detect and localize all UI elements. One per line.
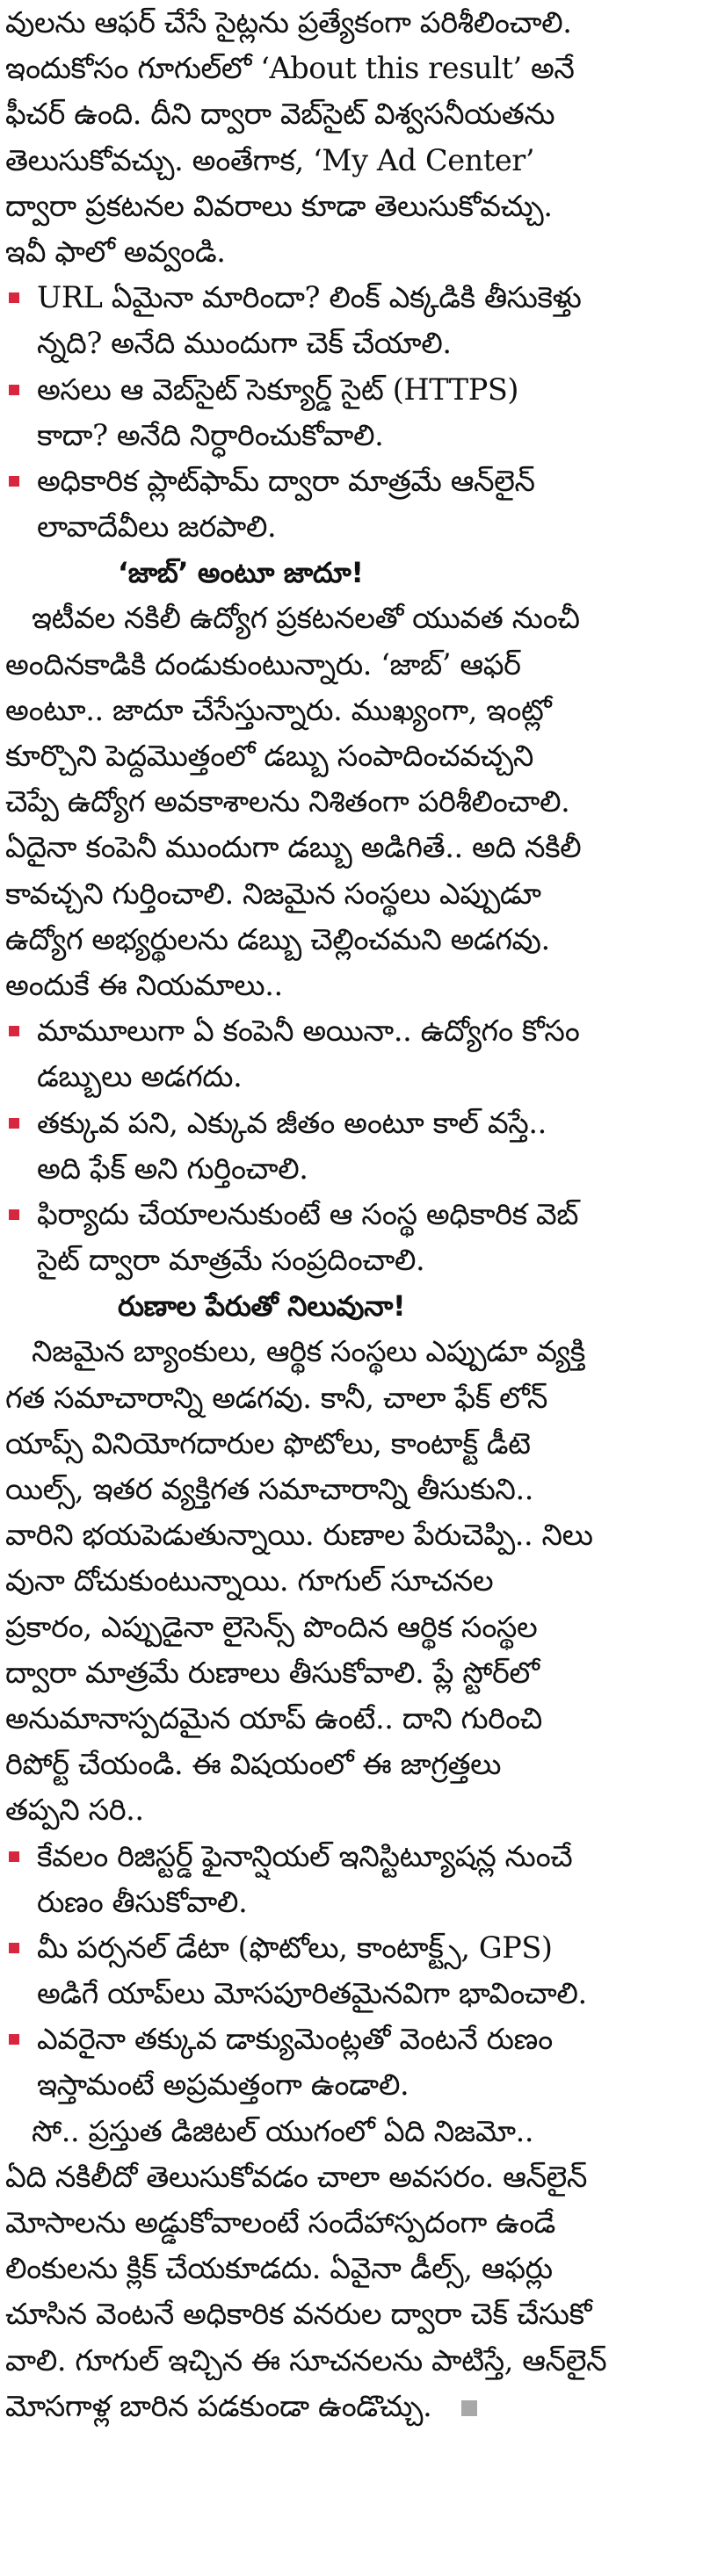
bullet-item (5, 1834, 694, 1925)
text-line (5, 138, 694, 184)
paragraph (5, 595, 694, 1008)
line-text: ఫీచర్‌ ఉంది. దీని ద్వారా వెబ్‌సైట్‌ విశ్వసనీయతను (5, 97, 555, 132)
paragraph (5, 1329, 694, 1833)
bullet-square-icon (9, 385, 19, 395)
line-text: మోసగాళ్ల బారిన పడకుండా ఉండొచ్చు. (5, 2388, 432, 2423)
section-heading: రుణాల పేరుతో నిలువునా! (118, 1289, 406, 1324)
bullet-text-line: న్నది? అనేది ముందుగా చెక్‌ చేయాలి. (37, 326, 452, 361)
text-line (5, 1375, 694, 1421)
line-text: వారిని భయపెడుతున్నాయి. రుణాల పేరుచెప్పి.. నిలు (5, 1518, 593, 1553)
line-text: వులను ఆఫర్‌ చేసే సైట్లను ప్రత్యేకంగా పరిశీలించాలి. (5, 5, 572, 40)
text-line (5, 595, 694, 641)
line-text: ఏదైనా కంపెనీ ముందుగా డబ్బు అడిగితే.. అది నకిలీ (5, 830, 582, 865)
bullet-item (5, 2017, 694, 2108)
bullet-square-icon (9, 1026, 19, 1036)
line-text: అంటూ.. జాదూ చేసేస్తున్నారు. ముఖ్యంగా, ఇంట్లో (5, 692, 552, 727)
line-text: రిపోర్ట్‌ చేయండి. ఈ విషయంలో ఈ జాగ్రత్తలు (5, 1747, 502, 1782)
bullet-item (5, 1100, 694, 1192)
text-line (5, 2246, 694, 2291)
bullet-square-icon (9, 476, 19, 487)
bullet-item (5, 367, 694, 458)
line-text: ప్రకారం, ఎప్పుడైనా లైసెన్స్‌ పొందిన ఆర్థిక సంస్థల (5, 1609, 538, 1644)
text-line (5, 2200, 694, 2246)
bullet-text-line: లావాదేవీలు జరపాలి. (37, 509, 277, 545)
bullet-square-icon (9, 1209, 19, 1220)
line-text: ఇవీ ఫాలో అవ్వండి. (5, 234, 226, 269)
line-text: చెప్పే ఉద్యోగ అవకాశాలను నిశితంగా పరిశీలించాలి. (5, 784, 570, 819)
bullet-text-line: అడిగే యాప్‌లు మోసపూరితమైనవిగా భావించాలి. (37, 1976, 587, 2011)
text-line (5, 1558, 694, 1604)
line-text: తప్పని సరి.. (5, 1793, 144, 1828)
text-line (5, 1696, 694, 1742)
text-line (5, 733, 694, 779)
article-body (5, 0, 694, 2429)
text-line (5, 917, 694, 963)
text-line (5, 2109, 694, 2154)
line-text: కావచ్చని గుర్తించాలి. నిజమైన సంస్థలు ఎప్పుడూ (5, 876, 541, 911)
text-line (5, 1742, 694, 1787)
line-text: వునా దోచుకుంటున్నాయి. గూగుల్‌ సూచనల (5, 1563, 494, 1598)
bullet-item (5, 275, 694, 366)
bullet-text-line: మీ పర్సనల్‌ డేటా (ఫొటోలు, కాంటాక్ట్స్‌, GPS) (37, 1930, 553, 1965)
line-text: ద్వారా ప్రకటనల వివరాలు కూడా తెలుసుకోవచ్చు. (5, 188, 553, 223)
bullet-text-line: అసలు ఆ వెబ్‌సైట్‌ సెక్యూర్డ్‌ సైట్‌ (HTTPS) (37, 372, 519, 407)
line-text: ఇటీవల నకిలీ ఉద్యోగ ప్రకటనలతో యువత నుంచీ (32, 601, 580, 636)
bullet-text-line: డబ్బులు అడగదు. (37, 1059, 243, 1094)
line-text: అనుమానాస్పదమైన యాప్‌ ఉంటే.. దాని గురించి (5, 1700, 542, 1735)
text-line (5, 1787, 694, 1833)
paragraph (5, 0, 694, 275)
bullet-square-icon (9, 1943, 19, 1953)
text-line (5, 1650, 694, 1696)
text-line (5, 46, 694, 91)
text-line (5, 0, 694, 46)
bullet-item (5, 458, 694, 550)
text-line (5, 184, 694, 229)
line-text: చూసిన వెంటనే అధికారిక వనరుల ద్వారా చెక్‌ చేసుకో (5, 2297, 592, 2332)
line-text: లింకులను క్లిక్‌ చేయకూడదు. ఏవైనా డీల్స్‌, ఆఫర్లు (5, 2251, 553, 2286)
line-text: ద్వారా మాత్రమే రుణాలు తీసుకోవాలి. ప్లే స్టోర్‌లో (5, 1655, 540, 1690)
text-line (5, 2291, 694, 2337)
bullet-text-line: ఇస్తామంటే అప్రమత్తంగా ఉండాలి. (37, 2067, 409, 2103)
bullet-text-line: URL ఏమైనా మారిందా? లింక్‌ ఎక్కడికి తీసుకెళ్తు (37, 280, 582, 315)
text-line (5, 642, 694, 688)
line-text: ఏది నకిలీదో తెలుసుకోవడం చాలా అవసరం. ఆన్‌లైన్‌ (5, 2159, 588, 2194)
bullet-text-line: ఫిర్యాదు చేయాలనుకుంటే ఆ సంస్థ అధికారిక వెబ్‌ (37, 1196, 579, 1231)
bullet-item (5, 1192, 694, 1283)
text-line (5, 2384, 694, 2429)
bullet-item (5, 1925, 694, 2017)
line-text: ఇందుకోసం గూగుల్‌లో ‘About this result’ అనే (5, 51, 575, 86)
bullet-text-line: ఎవరైనా తక్కువ డాక్యుమెంట్లతో వెంటనే రుణం (37, 2022, 553, 2057)
line-text: యిల్స్‌, ఇతర వ్యక్తిగత సమాచారాన్ని తీసుకుని.. (5, 1472, 534, 1506)
text-line (5, 1467, 694, 1512)
bullet-square-icon (9, 2034, 19, 2045)
bullet-text-line: తక్కువ పని, ఎక్కువ జీతం అంటూ కాల్‌ వస్తే.. (37, 1105, 547, 1140)
bullet-text-line: అధికారిక ప్లాట్‌ఫామ్‌ ద్వారా మాత్రమే ఆన్‌లైన్‌ (37, 463, 535, 498)
paragraph (5, 2109, 694, 2429)
line-text: మోసాలను అడ్డుకోవాలంటే సందేహాస్పదంగా ఉండే (5, 2205, 555, 2240)
bullet-text-line: కాదా? అనేది నిర్ధారించుకోవాలి. (37, 417, 384, 452)
bullet-text-line: కేవలం రిజిస్టర్డ్‌ ఫైనాన్షియల్‌ ఇనిస్టిట్యూషన్ల నుంచే (37, 1838, 573, 1873)
bullet-text-line: మామూలుగా ఏ కంపెనీ అయినా.. ఉద్యోగం కోసం (37, 1014, 580, 1049)
end-square-icon (461, 2400, 477, 2416)
text-line (5, 963, 694, 1008)
text-line (5, 229, 694, 275)
text-line (5, 779, 694, 825)
text-line (5, 1605, 694, 1650)
line-text: అందినకాడికి దండుకుంటున్నారు. ‘జాబ్‌’ ఆఫర్‌ (5, 646, 521, 682)
bullet-text-line: సైట్‌ ద్వారా మాత్రమే సంప్రదించాలి. (37, 1243, 425, 1278)
bullet-square-icon (9, 1118, 19, 1129)
bullet-square-icon (9, 292, 19, 303)
line-text: ఉద్యోగ అభ్యర్థులను డబ్బు చెల్లించమని అడగవు. (5, 921, 550, 956)
text-line (5, 2154, 694, 2200)
text-line (5, 1512, 694, 1558)
text-line (5, 2338, 694, 2384)
line-text: వాలి. గూగుల్‌ ఇచ్చిన ఈ సూచనలను పాటిస్తే, ఆన్‌లైన్‌ (5, 2342, 607, 2378)
text-line (5, 871, 694, 917)
line-text: నిజమైన బ్యాంకులు, ఆర్థిక సంస్థలు ఎప్పుడూ వ్యక్తి (32, 1334, 585, 1369)
line-text: తెలుసుకోవచ్చు. అంతేగాక, ‘My Ad Center’ (5, 142, 535, 177)
text-line (5, 825, 694, 870)
text-line (5, 1329, 694, 1375)
line-text: సో.. ప్రస్తుత డిజిటల్‌ యుగంలో ఏది నిజమో.. (32, 2113, 534, 2148)
section-heading: ‘జాబ్‌’ అంటూ జాదూ! (118, 556, 364, 590)
line-text: కూర్చొని పెద్దమొత్తంలో డబ్బు సంపాదించవచ్చని (5, 739, 533, 773)
bullet-text-line: అది ఫేక్‌ అని గుర్తించాలి. (37, 1151, 308, 1186)
bullet-square-icon (9, 1851, 19, 1862)
bullet-item (5, 1008, 694, 1100)
line-text: అందుకే ఈ నియమాలు.. (5, 967, 283, 1002)
line-text: యాప్స్‌ వినియోగదారుల ఫొటోలు, కాంటాక్ట్‌ డీటె (5, 1425, 531, 1461)
text-line (5, 1421, 694, 1467)
text-line (5, 688, 694, 733)
bullet-text-line: రుణం తీసుకోవాలి. (37, 1884, 248, 1919)
text-line (5, 91, 694, 137)
line-text: గత సమాచారాన్ని అడగవు. కానీ, చాలా ఫేక్‌ లోన్‌ (5, 1380, 548, 1415)
